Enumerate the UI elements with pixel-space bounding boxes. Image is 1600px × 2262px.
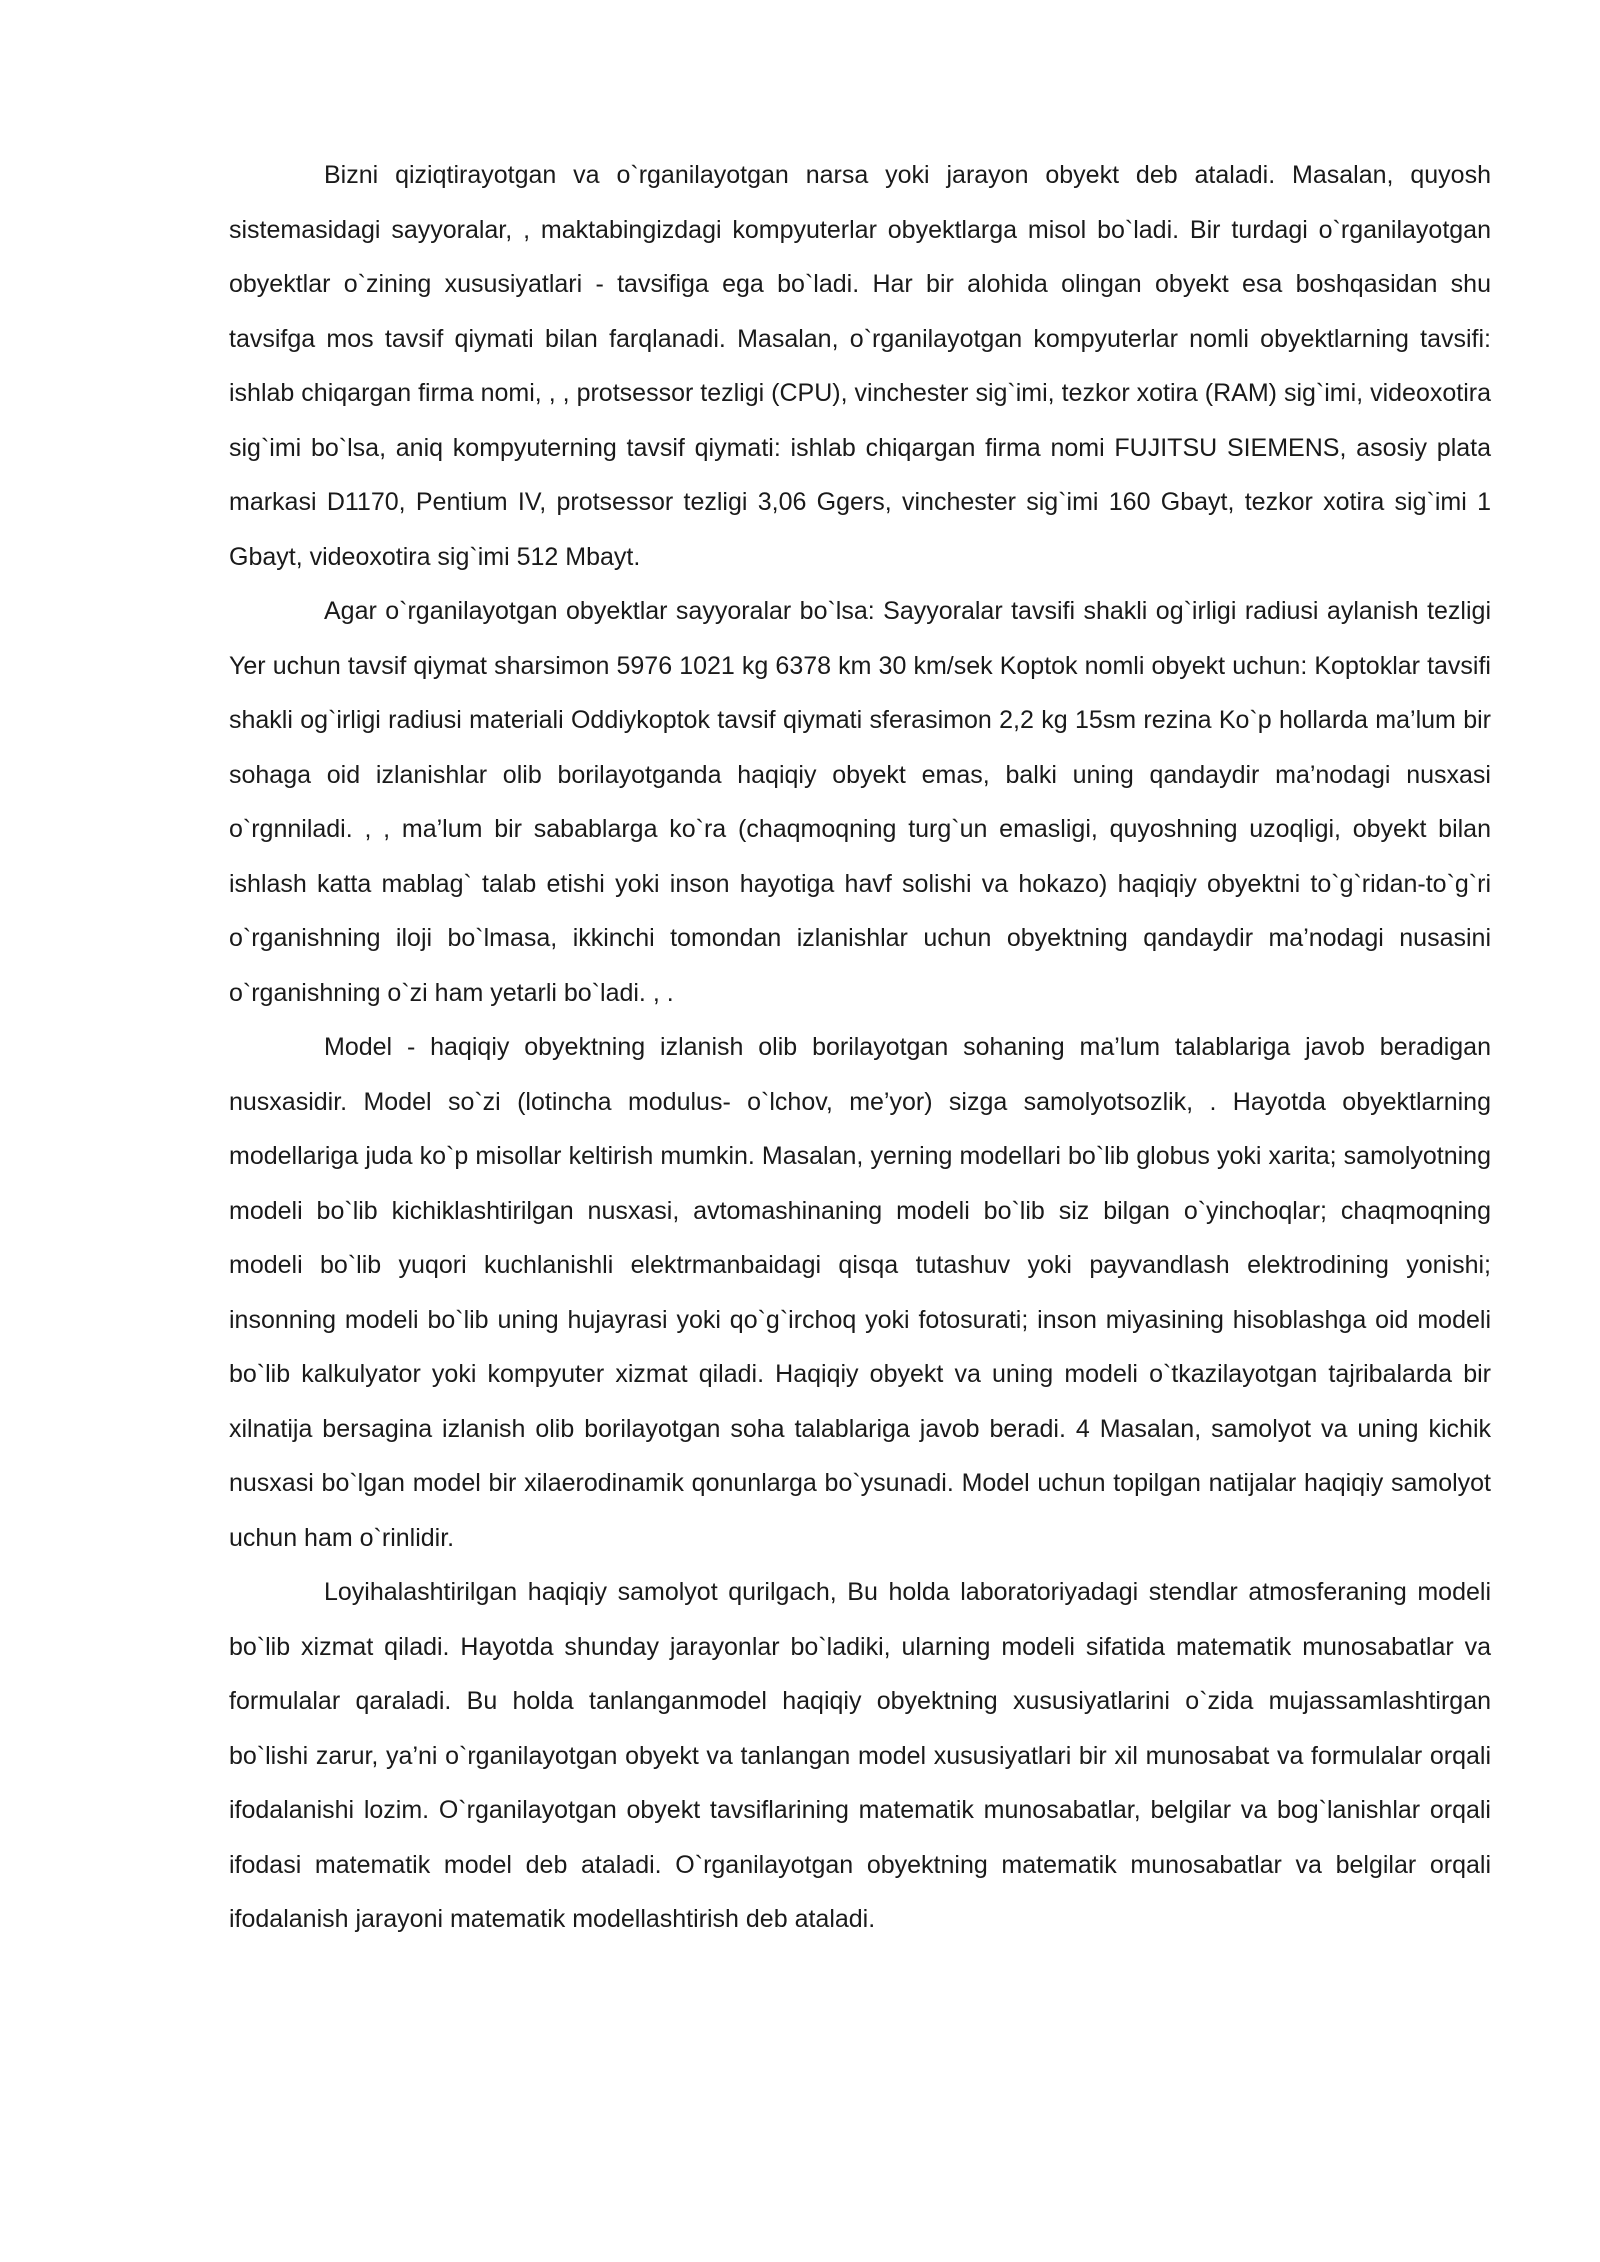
paragraph-objects: Bizni qiziqtirayotgan va o`rganilayotgan narsa yoki jarayon obyekt deb ataladi. Masalan, quyosh sistemasidagi sayyoralar, , maktabingizdagi kompyuterlar obyektlarga misol bo`ladi. Bir turdagi o`rganilayotgan obyektlar o`zining xususiyatlari - tavsifiga ega bo`ladi. Har bir alohida olingan obyekt esa boshqasidan shu tavsifga mos tavsif qiymati bilan farqlanadi. Masalan, o`rganilayotgan kompyuterlar nomli obyektlarning tavsifi: ishlab chiqargan firma nomi, , , protsessor tezligi (CPU), vinchester sig`imi, tezkor xotira (RAM) sig`imi, videoxotira sig`imi bo`lsa, aniq kompyuterning tavsif qiymati: ishlab chiqargan firma nomi FUJITSU SIEMENS, asosiy plata markasi D1170, Pentium IV, protsessor tezligi 3,06 Ggers, vinchester sig`imi 160 Gbayt, tezkor xotira sig`imi 1 Gbayt, videoxotira sig`imi 512 Mbayt.: [229, 161, 1491, 571]
paragraph-mathematical-model: Loyihalashtirilgan haqiqiy samolyot qurilgach, Bu holda laboratoriyadagi stendlar atmosferaning modeli bo`lib xizmat qiladi. Hayotda shunday jarayonlar bo`ladiki, ularning modeli sifatida matematik munosabatlar va formulalar qaraladi. Bu holda tanlanganmodel haqiqiy obyektning xususiyatlarini o`zida mujassamlashtirgan bo`lishi zarur, ya’ni o`rganilayotgan obyekt va tanlangan model xususiyatlari bir xil munosabat va formulalar orqali ifodalanishi lozim. O`rganilayotgan obyekt tavsiflarining matematik munosabatlar, belgilar va bog`lanishlar orqali ifodasi matematik model deb ataladi. O`rganilayotgan obyektning matematik munosabatlar va belgilar orqali ifodalanish jarayoni matematik modellashtirish deb ataladi.: [229, 1578, 1491, 1933]
paragraph-planets: Agar o`rganilayotgan obyektlar sayyoralar bo`lsa: Sayyoralar tavsifi shakli og`irligi radiusi aylanish tezligi Yer uchun tavsif qiymat sharsimon 5976 1021 kg 6378 km 30 km/sek Koptok nomli obyekt uchun: Koptoklar tavsifi shakli og`irligi radiusi materiali Oddiykoptok tavsif qiymati sferasimon 2,2 kg 15sm rezina Ko`p hollarda ma’lum bir sohaga oid izlanishlar olib borilayotganda haqiqiy obyekt emas, balki uning qandaydir ma’nodagi nusxasi o`rgnniladi. , , ma’lum bir sabablarga ko`ra (chaqmoqning turg`un emasligi, quyoshning uzoqligi, obyekt bilan ishlash katta mablag` talab etishi yoki inson hayotiga havf solishi va hokazo) haqiqiy obyektni to`g`ridan-to`g`ri o`rganishning iloji bo`lmasa, ikkinchi tomondan izlanishlar uchun obyektning qandaydir ma’nodagi nusasini o`rganishning o`zi ham yetarli bo`ladi. , .: [229, 597, 1491, 1007]
document-body: [229, 148, 1491, 1947]
paragraph-model-definition: Model - haqiqiy obyektning izlanish olib borilayotgan sohaning ma’lum talablariga javob beradigan nusxasidir. Model so`zi (lotincha modulus- o`lchov, me’yor) sizga samolyotsozlik, . Hayotda obyektlarning modellariga juda ko`p misollar keltirish mumkin. Masalan, yerning modellari bo`lib globus yoki xarita; samolyotning modeli bo`lib kichiklashtirilgan nusxasi, avtomashinaning modeli bo`lib siz bilgan o`yinchoqlar; chaqmoqning modeli bo`lib yuqori kuchlanishli elektrmanbaidagi qisqa tutashuv yoki payvandlash elektrodining yonishi; insonning modeli bo`lib uning hujayrasi yoki qo`g`irchoq yoki fotosurati; inson miyasining hisoblashga oid modeli bo`lib kalkulyator yoki kompyuter xizmat qiladi. Haqiqiy obyekt va uning modeli o`tkazilayotgan tajribalarda bir xilnatija bersagina izlanish olib borilayotgan soha talablariga javob beradi. 4 Masalan, samolyot va uning kichik nusxasi bo`lgan model bir xilaerodinamik qonunlarga bo`ysunadi. Model uchun topilgan natijalar haqiqiy samolyot uchun ham o`rinlidir.: [229, 1033, 1491, 1552]
